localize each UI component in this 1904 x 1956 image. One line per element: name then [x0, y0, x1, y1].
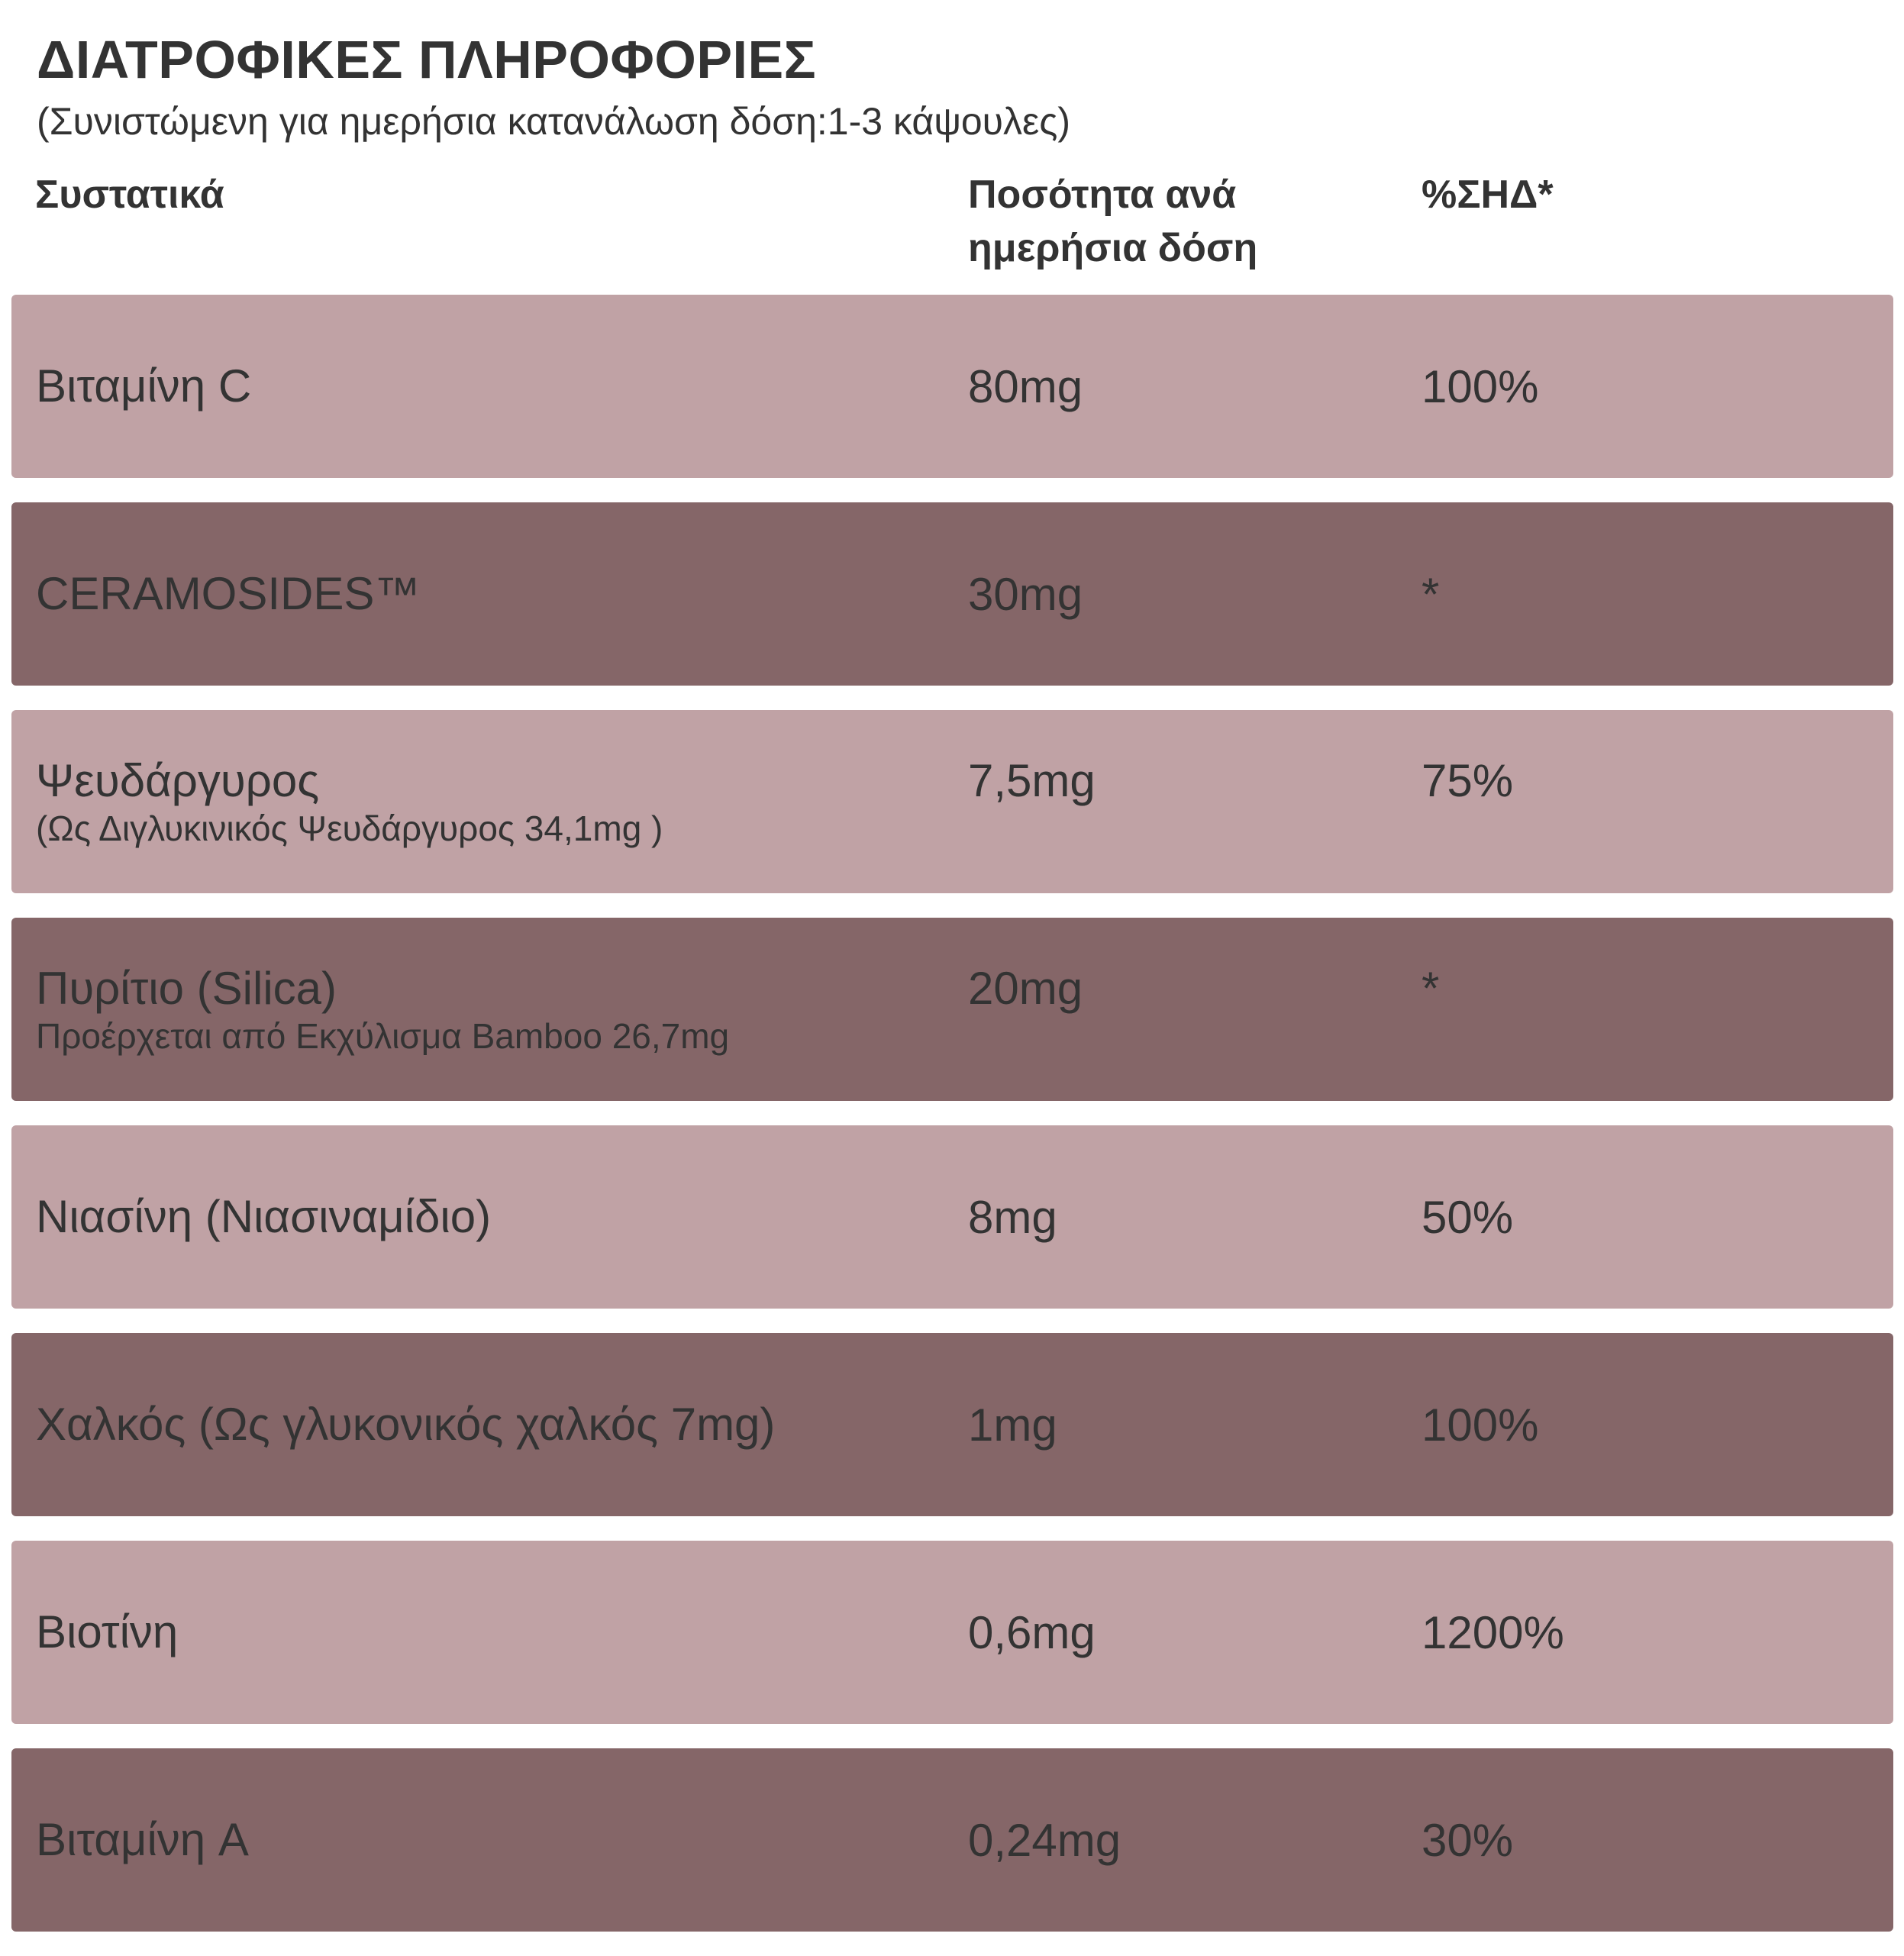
- percent-cell: 30%: [1422, 1814, 1514, 1866]
- table-row: [11, 1541, 1893, 1724]
- amount-cell: 7,5mg: [968, 755, 1096, 806]
- table-row: [11, 918, 1893, 1101]
- dosage-subtitle: (Συνιστώμενη για ημερήσια κατανάλωση δόση:1-3 κάψουλες): [37, 100, 1071, 143]
- ingredient-name: Χαλκός (Ως γλυκονικός χαλκός 7mg): [36, 1399, 776, 1450]
- ingredient-cell: [36, 1748, 952, 1932]
- table-row: [11, 710, 1893, 893]
- percent-cell: *: [1422, 963, 1440, 1014]
- amount-cell: 80mg: [968, 360, 1083, 412]
- amount-cell: 30mg: [968, 568, 1083, 620]
- ingredient-name: Ψευδάργυρος: [36, 755, 320, 806]
- percent-cell: 75%: [1422, 755, 1514, 806]
- ingredient-name: Βιταμίνη C: [36, 360, 252, 412]
- ingredient-name: Βιταμίνη A: [36, 1814, 249, 1865]
- table-row: [11, 1333, 1893, 1516]
- percent-cell: 100%: [1422, 360, 1539, 412]
- column-header-ingredients: Συστατικά: [35, 173, 224, 217]
- column-header-percent: %ΣΗΔ*: [1422, 173, 1554, 217]
- percent-cell: 50%: [1422, 1191, 1514, 1243]
- amount-cell: 8mg: [968, 1191, 1057, 1243]
- nutrition-table: [11, 295, 1893, 1956]
- amount-cell: 20mg: [968, 963, 1083, 1014]
- amount-cell: 0,6mg: [968, 1606, 1096, 1658]
- table-row: [11, 1748, 1893, 1932]
- ingredient-name: CERAMOSIDES™: [36, 568, 421, 619]
- ingredient-cell: [36, 295, 952, 478]
- ingredient-note: (Ως Διγλυκινικός Ψευδάργυρος 34,1mg ): [36, 809, 663, 848]
- ingredient-note: Προέρχεται από Εκχύλισμα Bamboo 26,7mg: [36, 1016, 730, 1056]
- table-row: [11, 1125, 1893, 1309]
- ingredient-cell: [36, 502, 952, 686]
- percent-cell: *: [1422, 568, 1440, 620]
- ingredient-cell: [36, 710, 952, 893]
- ingredient-name: Νιασίνη (Νιασιναμίδιο): [36, 1191, 492, 1242]
- ingredient-cell: [36, 918, 952, 1101]
- ingredient-name: Πυρίτιο (Silica): [36, 963, 337, 1014]
- amount-cell: 0,24mg: [968, 1814, 1121, 1866]
- ingredient-name: Βιοτίνη: [36, 1606, 179, 1657]
- percent-cell: 1200%: [1422, 1606, 1564, 1658]
- ingredient-cell: [36, 1125, 952, 1309]
- page-title: ΔΙΑΤΡΟΦΙΚΕΣ ΠΛΗΡΟΦΟΡΙΕΣ: [37, 30, 817, 89]
- ingredient-cell: [36, 1541, 952, 1724]
- column-header-amount: Ποσότητα ανά ημερήσια δόση: [968, 173, 1258, 270]
- ingredient-cell: [36, 1333, 952, 1516]
- table-row: [11, 295, 1893, 478]
- table-row: [11, 502, 1893, 686]
- percent-cell: 100%: [1422, 1399, 1539, 1451]
- amount-cell: 1mg: [968, 1399, 1057, 1451]
